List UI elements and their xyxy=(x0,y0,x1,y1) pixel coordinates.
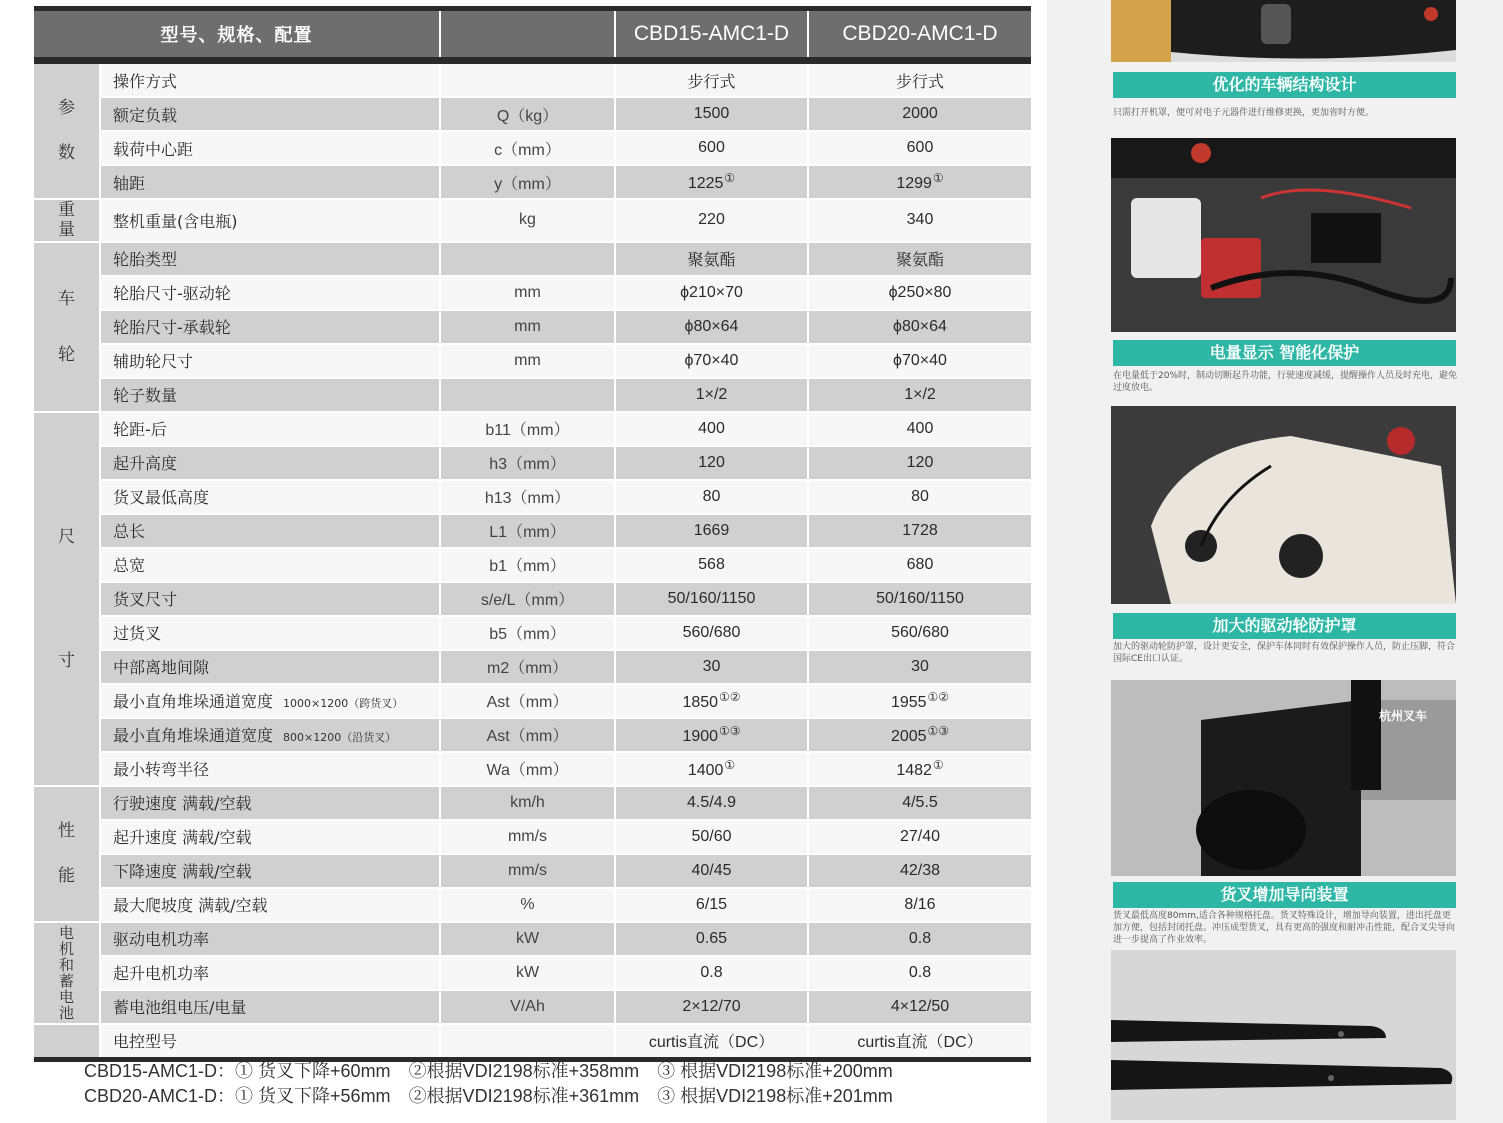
spec-name xyxy=(100,344,440,378)
feature-title-2: 电量显示 智能化保护 xyxy=(1113,340,1456,366)
spec-unit: mm xyxy=(440,310,615,344)
spec-value-text: 1500 xyxy=(693,105,730,122)
spec-value-text: ϕ70×40 xyxy=(893,351,947,369)
spec-value-model-1 xyxy=(615,650,808,684)
spec-value-model-2 xyxy=(808,61,1031,98)
spec-name xyxy=(100,888,440,922)
photo-electronics xyxy=(1111,138,1456,332)
spec-value-model-2 xyxy=(808,276,1031,310)
spec-value-text: ϕ70×40 xyxy=(684,351,739,369)
spec-value-model-2 xyxy=(808,684,1031,718)
spec-value-model-1 xyxy=(615,990,808,1024)
spec-unit xyxy=(440,61,615,98)
spec-name xyxy=(100,378,440,412)
spec-value-text: 2×12/70 xyxy=(682,997,741,1015)
footnote-marker: ① xyxy=(724,171,736,185)
spec-value-text: curtis直流（DC） xyxy=(648,1034,775,1052)
spec-value-text: 步行式 xyxy=(687,73,736,91)
spec-value-text: 80 xyxy=(702,487,721,505)
spec-unit: b11（mm） xyxy=(440,412,615,446)
spec-name xyxy=(100,131,440,165)
spec-name xyxy=(100,242,440,276)
table-row xyxy=(34,446,1031,480)
spec-unit: mm/s xyxy=(440,820,615,854)
spec-name xyxy=(100,276,440,310)
spec-value-model-1 xyxy=(615,378,808,412)
spec-value-text: 0.8 xyxy=(908,963,932,981)
spec-value-text: 0.8 xyxy=(908,929,932,947)
spec-value-model-2 xyxy=(808,97,1031,131)
feature-title-3: 加大的驱动轮防护罩 xyxy=(1113,613,1456,639)
spec-value-model-2 xyxy=(808,854,1031,888)
spec-name-text: 轮胎尺寸-驱动轮 xyxy=(113,284,231,304)
spec-value-model-1 xyxy=(615,480,808,514)
spec-unit: m2（mm） xyxy=(440,650,615,684)
spec-name-text: 最小转弯半径 xyxy=(113,760,210,780)
spec-name xyxy=(100,854,440,888)
table-row xyxy=(34,718,1031,752)
spec-value-text: 4×12/50 xyxy=(890,997,950,1015)
spec-value-model-1 xyxy=(615,310,808,344)
photo-wheel-guard xyxy=(1111,680,1456,876)
spec-value-model-2 xyxy=(808,412,1031,446)
spec-value-text: 1900 xyxy=(682,727,719,745)
spec-unit: Ast（mm） xyxy=(440,718,615,752)
table-row xyxy=(34,650,1031,684)
spec-name-text: 货叉最低高度 xyxy=(113,488,210,508)
spec-name-text: 轮子数量 xyxy=(113,386,178,406)
spec-value-text: 600 xyxy=(698,139,725,156)
spec-unit: y（mm） xyxy=(440,165,615,199)
table-row xyxy=(34,514,1031,548)
table-row xyxy=(34,616,1031,650)
spec-name-text: 电控型号 xyxy=(113,1032,178,1052)
spec-value-text: 4.5/4.9 xyxy=(687,793,736,811)
spec-name-text: 辅助轮尺寸 xyxy=(113,352,194,372)
table-row xyxy=(34,1024,1031,1060)
table-row xyxy=(34,310,1031,344)
spec-name xyxy=(100,548,440,582)
spec-value-text: 1482 xyxy=(896,761,932,779)
spec-name-text: 起升高度 xyxy=(113,454,178,474)
spec-value-text: 1850 xyxy=(682,693,719,711)
spec-unit: b1（mm） xyxy=(440,548,615,582)
spec-name-text: 轮距-后 xyxy=(113,420,167,440)
spec-unit: s/e/L（mm） xyxy=(440,582,615,616)
spec-name xyxy=(100,1024,440,1060)
spec-note: 800×1200（沿货叉） xyxy=(283,731,397,745)
spec-name-text: 额定负载 xyxy=(113,105,178,125)
spec-value-text: 1728 xyxy=(902,521,938,539)
spec-unit: km/h xyxy=(440,786,615,820)
spec-value-model-1 xyxy=(615,752,808,786)
spec-name xyxy=(100,310,440,344)
spec-value-model-1 xyxy=(615,199,808,242)
spec-unit: kW xyxy=(440,922,615,956)
spec-name xyxy=(100,480,440,514)
table-row xyxy=(34,582,1031,616)
footnote-marker: ①③ xyxy=(927,723,950,738)
spec-value-text: 560/680 xyxy=(682,623,741,641)
table-row xyxy=(34,199,1031,242)
spec-value-text: 340 xyxy=(906,211,934,229)
group-label: 重量 xyxy=(34,199,100,242)
spec-name-text: 总宽 xyxy=(113,556,146,576)
footnote-marker: ① xyxy=(932,757,944,772)
spec-value-text: 2005 xyxy=(890,727,927,745)
spec-name-text: 轮胎尺寸-承载轮 xyxy=(113,318,231,338)
group-label: 车轮 xyxy=(34,242,100,412)
spec-value-text: ϕ80×64 xyxy=(893,317,947,335)
spec-table-header xyxy=(34,9,1031,61)
spec-value-model-1 xyxy=(615,616,808,650)
spec-value-text: 6/15 xyxy=(695,895,728,913)
spec-name-text: 起升电机功率 xyxy=(113,964,210,984)
photo-display-cover xyxy=(1111,406,1456,604)
table-row xyxy=(34,131,1031,165)
footnote-marker: ①② xyxy=(719,689,741,704)
spec-value-model-2 xyxy=(808,1024,1031,1060)
table-row xyxy=(34,165,1031,199)
spec-value-model-1 xyxy=(615,718,808,752)
spec-name-text: 下降速度 满载/空载 xyxy=(113,862,252,882)
spec-unit: h13（mm） xyxy=(440,480,615,514)
spec-value-text: 聚氨酯 xyxy=(895,252,944,270)
spec-value-model-2 xyxy=(808,344,1031,378)
photo-handle-base xyxy=(1111,0,1456,62)
spec-value-model-1 xyxy=(615,446,808,480)
footnote-item: ②根据VDI2198标准+361mm xyxy=(408,1086,640,1106)
spec-value-text: 0.8 xyxy=(700,963,723,981)
spec-value-text: 40/45 xyxy=(691,861,732,879)
table-row xyxy=(34,548,1031,582)
spec-name-text: 轴距 xyxy=(113,173,146,193)
footnote-line-2 xyxy=(84,1084,911,1109)
group-label: 参数 xyxy=(34,61,100,200)
spec-value-text: 42/38 xyxy=(899,861,941,879)
spec-value-text: 1400 xyxy=(687,761,724,779)
spec-value-text: 80 xyxy=(911,487,929,505)
spec-value-model-1 xyxy=(615,582,808,616)
table-row xyxy=(34,888,1031,922)
spec-unit: mm/s xyxy=(440,854,615,888)
feature-desc-1: 只需打开机罩，便可对电子元器件进行维修更换，更加省时方便。 xyxy=(1113,108,1375,118)
footnote-item: ① 货叉下降+56mm xyxy=(235,1086,391,1106)
spec-value-text: 120 xyxy=(906,453,934,471)
spec-value-text: 1×/2 xyxy=(904,385,936,403)
table-row xyxy=(34,854,1031,888)
footnote-marker: ①③ xyxy=(719,723,741,738)
footnote-item: ②根据VDI2198标准+358mm xyxy=(408,1061,640,1081)
spec-value-model-2 xyxy=(808,242,1031,276)
spec-value-text: 27/40 xyxy=(899,827,941,845)
table-row xyxy=(34,378,1031,412)
spec-name-text: 中部离地间隙 xyxy=(113,658,210,678)
spec-value-model-1 xyxy=(615,61,808,98)
spec-value-model-1 xyxy=(615,97,808,131)
table-row xyxy=(34,956,1031,990)
spec-name xyxy=(100,786,440,820)
table-row xyxy=(34,684,1031,718)
spec-value-model-2 xyxy=(808,990,1031,1024)
footnote-item: ③ 根据VDI2198标准+200mm xyxy=(657,1061,893,1081)
spec-value-model-1 xyxy=(615,165,808,199)
spec-value-model-2 xyxy=(808,378,1031,412)
header-title: 型号、规格、配置 xyxy=(34,9,440,61)
spec-name xyxy=(100,752,440,786)
footnote-item: ① 货叉下降+60mm xyxy=(235,1061,391,1081)
spec-value-text: 1×/2 xyxy=(695,385,728,403)
spec-name-text: 整机重量(含电瓶) xyxy=(113,211,238,231)
footnote-model: CBD15-AMC1-D： xyxy=(84,1061,236,1081)
photo-forks xyxy=(1111,950,1456,1120)
feature-desc-3: 加大的驱动轮防护罩，设计更安全，保护车体同时有效保护操作人员，防止压脚，符合国际CE出口认证。 xyxy=(1113,642,1456,664)
table-row xyxy=(34,752,1031,786)
spec-value-model-2 xyxy=(808,165,1031,199)
spec-value-text: 30 xyxy=(702,657,721,675)
spec-unit: kW xyxy=(440,956,615,990)
feature-title-4: 货叉增加导向装置 xyxy=(1113,882,1456,908)
spec-value-model-2 xyxy=(808,820,1031,854)
spec-unit: Wa（mm） xyxy=(440,752,615,786)
spec-value-model-2 xyxy=(808,514,1031,548)
group-label: 电机和蓄电池 xyxy=(34,922,100,1024)
spec-table xyxy=(34,6,1031,1062)
spec-value-model-1 xyxy=(615,514,808,548)
spec-value-text: 2000 xyxy=(902,105,938,122)
spec-value-model-2 xyxy=(808,752,1031,786)
spec-value-model-2 xyxy=(808,446,1031,480)
spec-unit: Ast（mm） xyxy=(440,684,615,718)
spec-unit: L1（mm） xyxy=(440,514,615,548)
spec-name-text: 轮胎类型 xyxy=(113,250,178,270)
table-row xyxy=(34,820,1031,854)
spec-value-text: 680 xyxy=(906,555,934,573)
spec-unit: mm xyxy=(440,276,615,310)
spec-name xyxy=(100,820,440,854)
table-row xyxy=(34,990,1031,1024)
spec-unit xyxy=(440,1024,615,1060)
spec-value-model-2 xyxy=(808,922,1031,956)
spec-value-text: 4/5.5 xyxy=(902,793,938,811)
spec-value-text: 1955 xyxy=(890,693,927,711)
spec-value-text: 50/60 xyxy=(691,827,732,845)
spec-value-text: 600 xyxy=(906,139,934,156)
spec-name xyxy=(100,97,440,131)
spec-value-text: 568 xyxy=(698,555,725,573)
spec-value-text: 400 xyxy=(906,419,934,437)
spec-value-text: 400 xyxy=(698,419,725,437)
spec-value-text: ϕ250×80 xyxy=(888,283,952,301)
spec-name xyxy=(100,718,440,752)
feature-title-1: 优化的车辆结构设计 xyxy=(1113,72,1456,98)
spec-name-text: 最小直角堆垛通道宽度 xyxy=(113,726,274,746)
spec-name xyxy=(100,922,440,956)
spec-name-text: 载荷中心距 xyxy=(113,139,194,159)
spec-value-model-2 xyxy=(808,548,1031,582)
footnote-item: ③ 根据VDI2198标准+201mm xyxy=(657,1086,893,1106)
spec-value-model-1 xyxy=(615,684,808,718)
spec-value-model-2 xyxy=(808,480,1031,514)
spec-name xyxy=(100,412,440,446)
feature-panel xyxy=(1047,0,1503,1123)
spec-value-text: 120 xyxy=(698,453,725,471)
spec-name-text: 蓄电池组电压/电量 xyxy=(113,998,247,1018)
photo-label: 杭州叉车 xyxy=(1379,709,1428,723)
group-label: 尺寸 xyxy=(34,412,100,786)
spec-name-text: 最大爬坡度 满载/空载 xyxy=(113,896,268,916)
spec-name xyxy=(100,990,440,1024)
spec-value-text: 1225 xyxy=(687,175,724,192)
spec-value-model-2 xyxy=(808,199,1031,242)
spec-value-text: 8/16 xyxy=(904,895,936,913)
spec-value-text: 50/160/1150 xyxy=(876,589,964,607)
spec-name xyxy=(100,61,440,98)
spec-value-text: 步行式 xyxy=(895,73,944,91)
footnote-model: CBD20-AMC1-D： xyxy=(84,1086,236,1106)
table-row xyxy=(34,97,1031,131)
spec-name-text: 行驶速度 满载/空载 xyxy=(113,794,252,814)
spec-value-text: ϕ80×64 xyxy=(684,317,739,335)
spec-value-model-1 xyxy=(615,922,808,956)
spec-value-text: 1669 xyxy=(693,521,730,539)
footnote-marker: ①② xyxy=(927,689,950,704)
spec-unit: c（mm） xyxy=(440,131,615,165)
spec-name-text: 驱动电机功率 xyxy=(113,930,210,950)
footnote-marker: ① xyxy=(932,171,944,185)
table-row xyxy=(34,242,1031,276)
spec-value-text: 聚氨酯 xyxy=(687,252,736,270)
spec-value-text: 0.65 xyxy=(695,929,728,947)
spec-name xyxy=(100,582,440,616)
spec-name xyxy=(100,199,440,242)
header-unit xyxy=(440,9,615,61)
spec-value-model-1 xyxy=(615,131,808,165)
spec-unit: Q（kg） xyxy=(440,97,615,131)
spec-name-text: 货叉尺寸 xyxy=(113,590,178,610)
spec-value-model-2 xyxy=(808,310,1031,344)
spec-value-model-2 xyxy=(808,786,1031,820)
spec-value-text: 30 xyxy=(911,657,929,675)
spec-unit: h3（mm） xyxy=(440,446,615,480)
spec-name-text: 起升速度 满载/空载 xyxy=(113,828,252,848)
spec-value-text: ϕ210×70 xyxy=(680,283,743,301)
feature-desc-4: 货叉最低高度80mm,适合各种规格托盘。货叉特殊设计，增加导向装置，进出托盘更加方便，包括封闭托盘。冲压成型货叉，具有更高的强度和耐冲击性能，配合叉尖导向进一步提高了作业效率。 xyxy=(1113,911,1456,945)
spec-value-model-1 xyxy=(615,412,808,446)
spec-name xyxy=(100,514,440,548)
spec-value-model-1 xyxy=(615,276,808,310)
table-row xyxy=(34,344,1031,378)
spec-name xyxy=(100,165,440,199)
spec-value-text: 220 xyxy=(698,211,725,229)
table-row xyxy=(34,786,1031,820)
spec-value-text: 560/680 xyxy=(891,623,949,641)
spec-name xyxy=(100,650,440,684)
spec-name-text: 最小直角堆垛通道宽度 xyxy=(113,692,274,712)
group-label: 性能 xyxy=(34,786,100,922)
footnotes xyxy=(84,1059,911,1109)
spec-value-model-1 xyxy=(615,548,808,582)
spec-note: 1000×1200（跨货叉） xyxy=(283,697,404,711)
spec-unit: V/Ah xyxy=(440,990,615,1024)
spec-value-model-2 xyxy=(808,888,1031,922)
table-row xyxy=(34,412,1031,446)
table-row xyxy=(34,276,1031,310)
footnote-marker: ① xyxy=(724,757,736,772)
spec-value-model-2 xyxy=(808,616,1031,650)
spec-value-model-1 xyxy=(615,820,808,854)
spec-unit: mm xyxy=(440,344,615,378)
spec-value-model-1 xyxy=(615,786,808,820)
spec-value-model-1 xyxy=(615,242,808,276)
spec-unit: kg xyxy=(440,199,615,242)
footnote-line-1 xyxy=(84,1059,911,1084)
spec-name xyxy=(100,684,440,718)
spec-name-text: 操作方式 xyxy=(113,71,178,91)
spec-table-body xyxy=(34,61,1031,1060)
spec-name xyxy=(100,956,440,990)
spec-unit xyxy=(440,378,615,412)
spec-name-text: 过货叉 xyxy=(113,624,162,644)
spec-unit: b5（mm） xyxy=(440,616,615,650)
table-row xyxy=(34,922,1031,956)
spec-value-model-2 xyxy=(808,582,1031,616)
spec-name-text: 总长 xyxy=(113,522,146,542)
spec-name xyxy=(100,616,440,650)
spec-unit: % xyxy=(440,888,615,922)
table-row xyxy=(34,61,1031,98)
spec-value-model-2 xyxy=(808,650,1031,684)
spec-value-text: 1299 xyxy=(896,175,932,192)
spec-name xyxy=(100,446,440,480)
spec-value-model-1 xyxy=(615,854,808,888)
table-row xyxy=(34,480,1031,514)
feature-desc-2: 在电量低于20%时，制动切断起升功能，行驶速度减缓，提醒操作人员及时充电，避免过度放电。 xyxy=(1113,371,1458,393)
spec-value-text: 50/160/1150 xyxy=(667,589,756,607)
header-model-2: CBD20-AMC1-D xyxy=(808,9,1031,61)
spec-value-model-1 xyxy=(615,956,808,990)
spec-value-model-2 xyxy=(808,131,1031,165)
spec-value-model-2 xyxy=(808,718,1031,752)
header-model-1: CBD15-AMC1-D xyxy=(615,9,808,61)
group-label xyxy=(34,1024,100,1060)
spec-value-model-2 xyxy=(808,956,1031,990)
spec-unit xyxy=(440,242,615,276)
spec-value-model-1 xyxy=(615,1024,808,1060)
spec-value-text: curtis直流（DC） xyxy=(857,1034,983,1052)
spec-value-model-1 xyxy=(615,344,808,378)
spec-value-model-1 xyxy=(615,888,808,922)
